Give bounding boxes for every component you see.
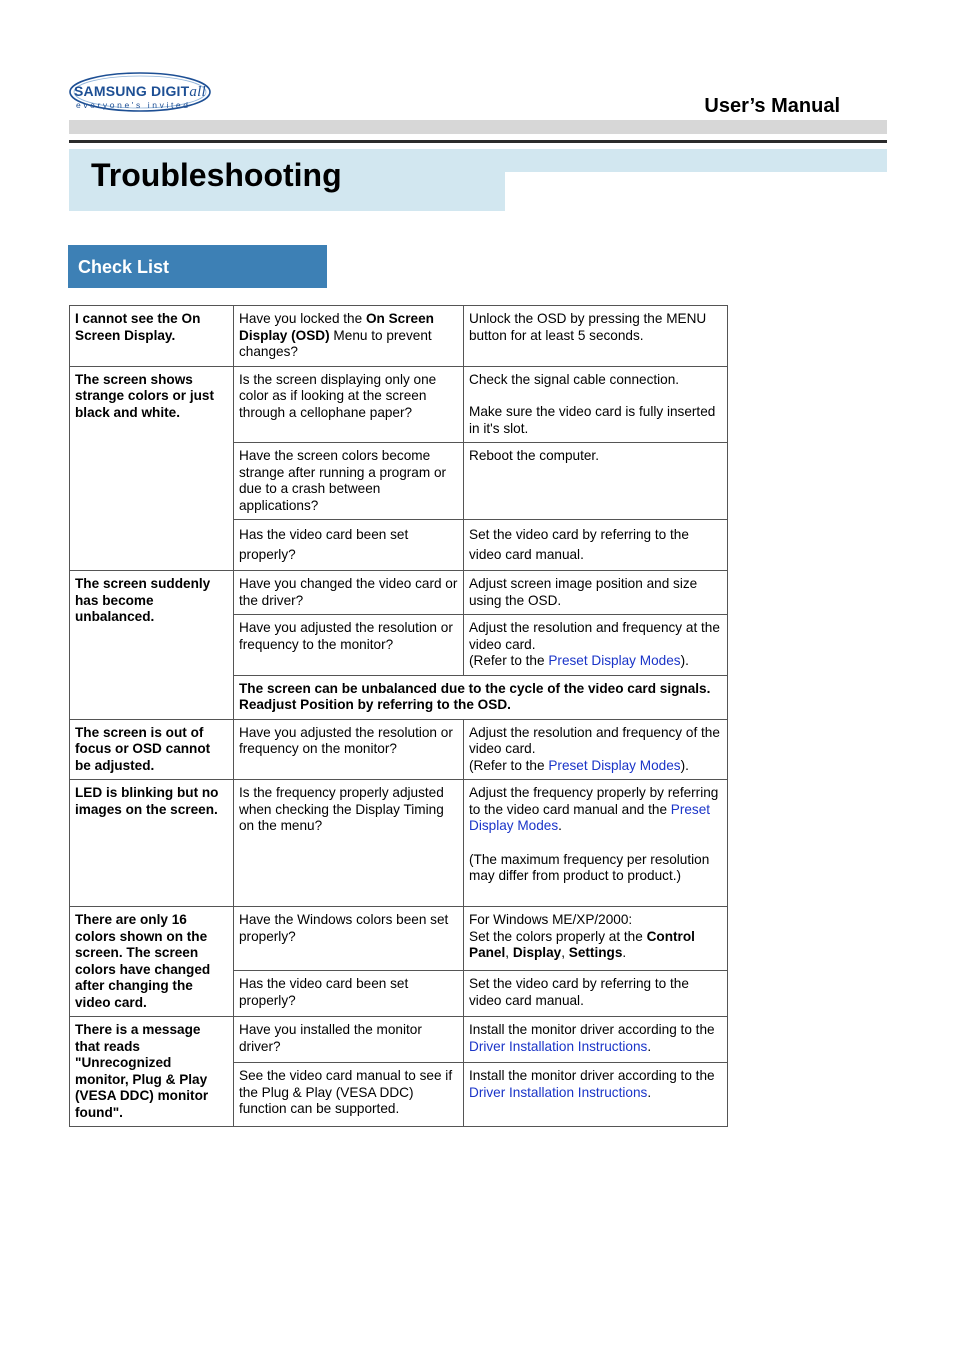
logo-wordmark: SAMSUNG DIGITall bbox=[74, 83, 206, 100]
check-cell: Have you adjusted the resolution or frequency on the monitor? bbox=[234, 719, 464, 780]
problem-cell: There is a message that reads "Unrecognized monitor, Plug & Play (VESA DDC) monitor found". bbox=[70, 1017, 234, 1127]
driver-installation-link[interactable]: Driver Installation Instructions bbox=[469, 1084, 648, 1100]
check-cell: Have you adjusted the resolution or frequency to the monitor? bbox=[234, 615, 464, 676]
check-cell: Has the video card been set properly? bbox=[234, 520, 464, 571]
solution-cell: Install the monitor driver according to the Driver Installation Instructions. bbox=[464, 1063, 728, 1127]
preset-display-modes-link[interactable]: Preset Display Modes bbox=[548, 653, 681, 668]
solution-cell: Set the video card by referring to the video card manual. bbox=[464, 520, 728, 571]
check-cell: Is the screen displaying only one color as if looking at the screen through a cellophane paper? bbox=[234, 366, 464, 443]
check-cell: Have the Windows colors been set properly? bbox=[234, 907, 464, 971]
preset-display-modes-link[interactable]: Preset Display Modes bbox=[469, 801, 711, 833]
driver-installation-link[interactable]: Driver Installation Instructions bbox=[469, 1038, 648, 1054]
solution-cell: Reboot the computer. bbox=[464, 443, 728, 520]
header-divider bbox=[69, 140, 887, 143]
table-row bbox=[70, 306, 728, 367]
solution-cell: Unlock the OSD by pressing the MENU button for at least 5 seconds. bbox=[464, 306, 728, 367]
table-row bbox=[70, 907, 728, 971]
check-cell: Is the frequency properly adjusted when checking the Display Timing on the menu? bbox=[234, 780, 464, 907]
solution-cell: For Windows ME/XP/2000: Set the colors properly at the Control Panel, Display, Settings. bbox=[464, 907, 728, 971]
solution-cell: Adjust the resolution and frequency of the video card. (Refer to the Preset Display Modes). bbox=[464, 719, 728, 780]
checklist-table bbox=[69, 305, 728, 1127]
note-cell: The screen can be unbalanced due to the cycle of the video card signals. Readjust Position by referring to the OSD. bbox=[234, 675, 728, 719]
logo-tagline: everyone's invited bbox=[76, 100, 191, 110]
check-cell: See the video card manual to see if the Plug & Play (VESA DDC) function can be supported. bbox=[234, 1063, 464, 1127]
section-tab bbox=[68, 245, 327, 288]
problem-cell: The screen shows strange colors or just black and white. bbox=[70, 366, 234, 571]
problem-cell: The screen is out of focus or OSD cannot be adjusted. bbox=[70, 719, 234, 780]
manual-title: User’s Manual bbox=[704, 95, 840, 117]
header-gray-bar bbox=[69, 120, 887, 134]
solution-cell: Adjust the resolution and frequency at the video card. (Refer to the Preset Display Modes). bbox=[464, 615, 728, 676]
problem-cell: There are only 16 colors shown on the screen. The screen colors have changed after changing the video card. bbox=[70, 907, 234, 1017]
page-title: Troubleshooting bbox=[91, 157, 342, 193]
check-cell: Have you locked the On Screen Display (OSD) Menu to prevent changes? bbox=[234, 306, 464, 367]
check-cell: Have you changed the video card or the driver? bbox=[234, 571, 464, 615]
problem-cell: The screen suddenly has become unbalanced. bbox=[70, 571, 234, 720]
table-row bbox=[70, 1017, 728, 1063]
check-cell: Has the video card been set properly? bbox=[234, 971, 464, 1017]
check-cell: Have the screen colors become strange after running a program or due to a crash between applications? bbox=[234, 443, 464, 520]
samsung-logo bbox=[68, 70, 214, 114]
solution-cell: Check the signal cable connection. Make sure the video card is fully inserted in it's slot. bbox=[464, 366, 728, 443]
check-cell: Have you installed the monitor driver? bbox=[234, 1017, 464, 1063]
problem-cell: LED is blinking but no images on the screen. bbox=[70, 780, 234, 907]
table-row bbox=[70, 571, 728, 615]
section-title: Check List bbox=[78, 257, 170, 277]
table-row bbox=[70, 366, 728, 443]
solution-cell: Install the monitor driver according to the Driver Installation Instructions. bbox=[464, 1017, 728, 1063]
table-row bbox=[70, 780, 728, 907]
solution-cell: Adjust the frequency properly by referring to the video card manual and the Preset Display Modes. (The maximum frequency per resolution may differ from product to product.) bbox=[464, 780, 728, 907]
problem-cell: I cannot see the On Screen Display. bbox=[70, 306, 234, 367]
solution-cell: Adjust screen image position and size using the OSD. bbox=[464, 571, 728, 615]
title-notch bbox=[505, 172, 525, 212]
solution-cell: Set the video card by referring to the video card manual. bbox=[464, 971, 728, 1017]
table-row bbox=[70, 719, 728, 780]
preset-display-modes-link[interactable]: Preset Display Modes bbox=[548, 757, 681, 773]
